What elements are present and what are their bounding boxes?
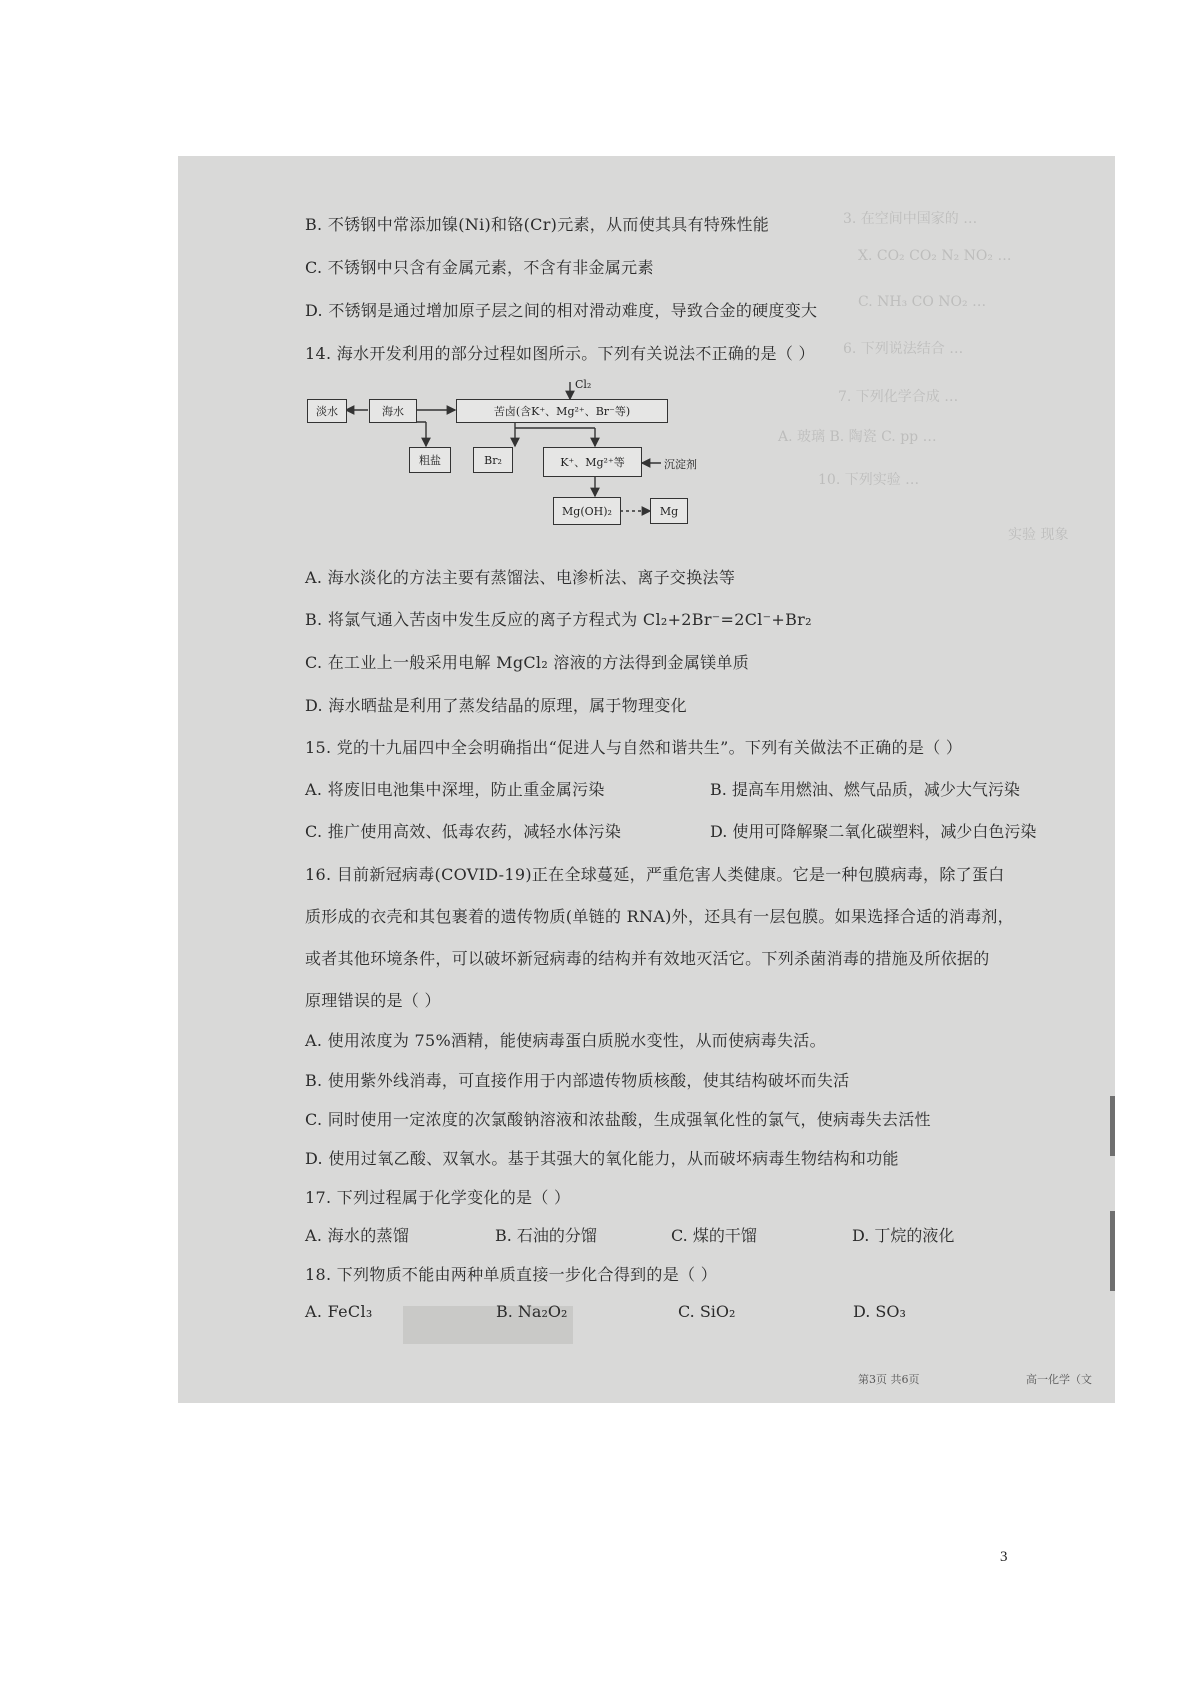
bleed-text-1: 3. 在空间中国家的 … bbox=[843, 211, 978, 227]
option-14b: B. 将氯气通入苦卤中发生反应的离子方程式为 Cl₂+2Br⁻=2Cl⁻+Br₂ bbox=[305, 610, 812, 629]
option-13d: D. 不锈钢是通过增加原子层之间的相对滑动难度，导致合金的硬度变大 bbox=[305, 301, 818, 320]
question-16-line-2: 质形成的衣壳和其包裹着的遗传物质(单链的 RNA)外，还具有一层包膜。如果选择合适的消毒剂， bbox=[305, 907, 1014, 926]
box-bittern: 苦卤(含K⁺、Mg²⁺、Br⁻等) bbox=[456, 399, 668, 423]
option-17d: D. 丁烷的液化 bbox=[852, 1226, 955, 1245]
option-14c: C. 在工业上一般采用电解 MgCl₂ 溶液的方法得到金属镁单质 bbox=[305, 653, 750, 672]
label-precipitant: 沉淀剂 bbox=[664, 458, 697, 471]
option-14d: D. 海水晒盐是利用了蒸发结晶的原理，属于物理变化 bbox=[305, 696, 687, 715]
option-15a: A. 将废旧电池集中深埋，防止重金属污染 bbox=[305, 780, 605, 799]
option-18d: D. SO₃ bbox=[853, 1302, 906, 1321]
option-18c: C. SiO₂ bbox=[678, 1302, 736, 1321]
question-16-line-4: 原理错误的是（ ） bbox=[305, 991, 441, 1010]
question-18: 18. 下列物质不能由两种单质直接一步化合得到的是（ ） bbox=[305, 1265, 718, 1284]
question-14: 14. 海水开发利用的部分过程如图所示。下列有关说法不正确的是（ ） bbox=[305, 344, 815, 363]
page-edge-right-2 bbox=[1110, 1211, 1115, 1291]
option-18b: B. Na₂O₂ bbox=[496, 1302, 568, 1321]
bleed-text-2: X. CO₂ CO₂ N₂ NO₂ … bbox=[858, 248, 1012, 264]
page-number: 3 bbox=[1000, 1549, 1008, 1565]
label-cl2: Cl₂ bbox=[575, 378, 592, 391]
question-17: 17. 下列过程属于化学变化的是（ ） bbox=[305, 1188, 571, 1207]
option-13b: B. 不锈钢中常添加镍(Ni)和铬(Cr)元素，从而使其具有特殊性能 bbox=[305, 215, 770, 234]
question-16-line-3: 或者其他环境条件，可以破坏新冠病毒的结构并有效地灭活它。下列杀菌消毒的措施及所依据的 bbox=[305, 949, 990, 968]
option-16c: C. 同时使用一定浓度的次氯酸钠溶液和浓盐酸，生成强氧化性的氯气，使病毒失去活性 bbox=[305, 1110, 931, 1129]
option-16d: D. 使用过氧乙酸、双氧水。基于其强大的氧化能力，从而破坏病毒生物结构和功能 bbox=[305, 1149, 899, 1168]
option-14a: A. 海水淡化的方法主要有蒸馏法、电渗析法、离子交换法等 bbox=[305, 568, 736, 587]
option-17b: B. 石油的分馏 bbox=[495, 1226, 597, 1245]
question-15: 15. 党的十九届四中全会明确指出“促进人与自然和谐共生”。下列有关做法不正确的是（ ） bbox=[305, 738, 963, 757]
box-mg: Mg bbox=[650, 498, 688, 524]
option-13c: C. 不锈钢中只含有金属元素，不含有非金属元素 bbox=[305, 258, 654, 277]
option-16b: B. 使用紫外线消毒，可直接作用于内部遗传物质核酸，使其结构破坏而失活 bbox=[305, 1071, 850, 1090]
question-16-line-1: 16. 目前新冠病毒(COVID-19)正在全球蔓延，严重危害人类健康。它是一种包膜病毒，除了蛋白 bbox=[305, 865, 1005, 884]
seawater-flow-diagram bbox=[305, 380, 735, 540]
photographed-exam-page bbox=[178, 156, 1115, 1403]
box-crude-salt: 粗盐 bbox=[409, 447, 451, 473]
footer-subject: 高一化学（文 bbox=[1026, 1373, 1092, 1386]
bleed-text-4: 6. 下列说法结合 … bbox=[843, 341, 964, 357]
option-17a: A. 海水的蒸馏 bbox=[305, 1226, 410, 1245]
bleed-text-3: C. NH₃ CO NO₂ … bbox=[858, 294, 987, 310]
option-16a: A. 使用浓度为 75%酒精，能使病毒蛋白质脱水变性，从而使病毒失活。 bbox=[305, 1031, 826, 1050]
option-15c: C. 推广使用高效、低毒农药，减轻水体污染 bbox=[305, 822, 622, 841]
bleed-text-7: 10. 下列实验 … bbox=[818, 472, 920, 488]
option-18a: A. FeCl₃ bbox=[305, 1302, 373, 1321]
page-edge-right bbox=[1110, 1096, 1115, 1156]
box-k-mg: K⁺、Mg²⁺等 bbox=[543, 447, 642, 477]
bleed-text-8: 实验 现象 bbox=[1008, 527, 1069, 543]
bleed-text-5: 7. 下列化学合成 … bbox=[838, 389, 959, 405]
option-15d: D. 使用可降解聚二氧化碳塑料，减少白色污染 bbox=[710, 822, 1037, 841]
footer-page-of: 第3页 共6页 bbox=[858, 1373, 920, 1386]
box-br2: Br₂ bbox=[473, 447, 513, 473]
box-seawater: 海水 bbox=[369, 399, 417, 423]
box-fresh-water: 淡水 bbox=[307, 399, 347, 423]
option-17c: C. 煤的干馏 bbox=[671, 1226, 757, 1245]
box-mgoh2: Mg(OH)₂ bbox=[553, 497, 621, 525]
bleed-text-6: A. 玻璃 B. 陶瓷 C. pp … bbox=[778, 429, 937, 445]
option-15b: B. 提高车用燃油、燃气品质，减少大气污染 bbox=[710, 780, 1020, 799]
